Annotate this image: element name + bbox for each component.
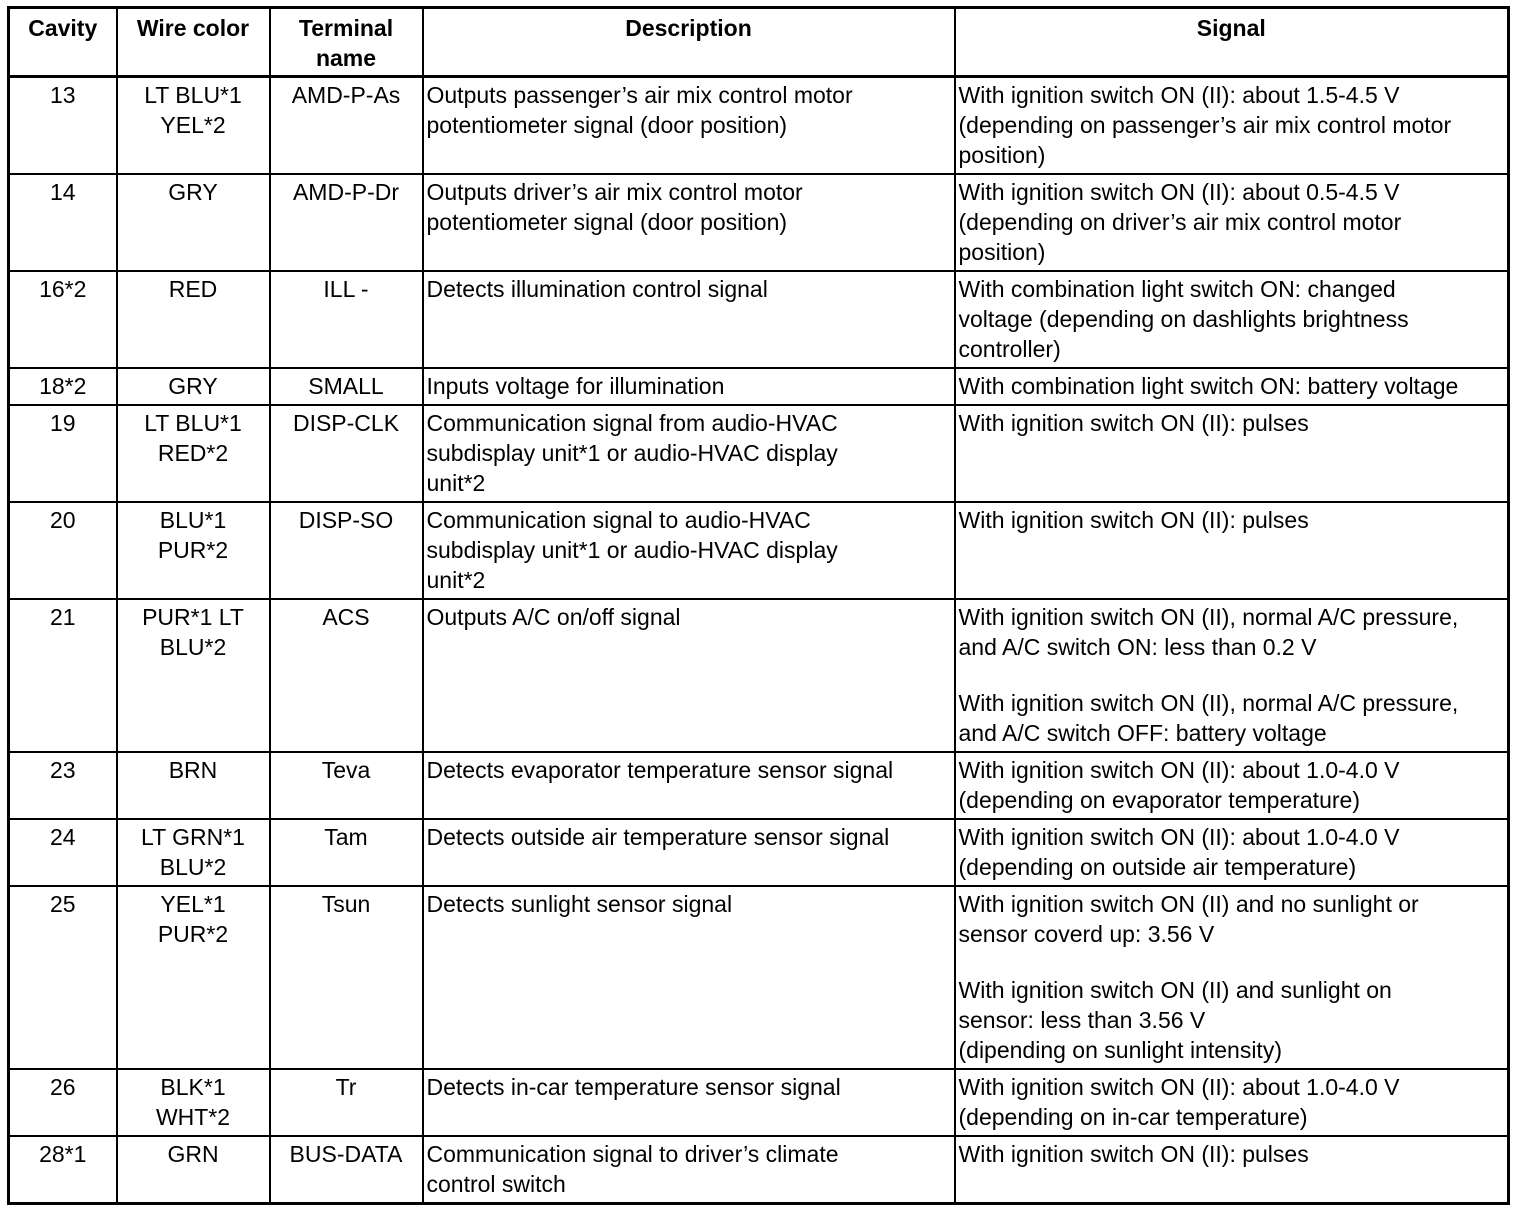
description-cell	[423, 1069, 955, 1136]
table-row	[9, 752, 1509, 819]
signal-cell	[955, 1136, 1509, 1204]
wire-color-line: PUR*1 LT	[142, 604, 244, 630]
signal-paragraph	[959, 371, 1505, 401]
signal-paragraph	[959, 274, 1505, 364]
cavity-cell: 16*2	[9, 271, 117, 368]
description-line: subdisplay unit*1 or audio-HVAC display	[426, 537, 838, 563]
table-row	[9, 502, 1509, 599]
description-line: Communication signal to audio-HVAC	[426, 507, 811, 533]
description-cell	[423, 502, 955, 599]
signal-line: With ignition switch ON (II): about 1.0-4.0 V	[958, 824, 1400, 850]
signal-line: position)	[958, 142, 1046, 168]
signal-cell	[955, 1069, 1509, 1136]
cavity-cell: 28*1	[9, 1136, 117, 1204]
signal-paragraph	[959, 889, 1505, 949]
wire-color-line: PUR*2	[157, 921, 229, 947]
signal-paragraph	[959, 755, 1505, 815]
terminal-name-cell: AMD-P-As	[270, 77, 423, 175]
description-cell	[423, 174, 955, 271]
table-row	[9, 599, 1509, 752]
cavity-cell: 14	[9, 174, 117, 271]
signal-cell	[955, 405, 1509, 502]
signal-paragraph	[959, 1139, 1505, 1169]
wire-color-line: BLU*1	[159, 507, 227, 533]
signal-line: With ignition switch ON (II): pulses	[958, 1141, 1309, 1167]
signal-line: voltage (depending on dashlights brightness	[958, 306, 1409, 332]
signal-line: With ignition switch ON (II): about 1.5-4.5 V	[958, 82, 1400, 108]
signal-line: With ignition switch ON (II): about 1.0-4.0 V	[958, 757, 1400, 783]
terminal-name-cell: ACS	[270, 599, 423, 752]
header-cavity: Cavity	[9, 8, 117, 77]
description-line: Outputs driver’s air mix control motor	[426, 179, 803, 205]
cavity-cell: 13	[9, 77, 117, 175]
signal-line: (depending on outside air temperature)	[958, 854, 1357, 880]
signal-paragraph	[959, 505, 1505, 535]
wire-color-line: GRY	[168, 373, 218, 399]
description-cell	[423, 77, 955, 175]
wire-color-cell	[117, 271, 270, 368]
table-row	[9, 1136, 1509, 1204]
signal-line: With combination light switch ON: changed	[958, 276, 1396, 302]
signal-line: With ignition switch ON (II) and sunlight on	[958, 977, 1392, 1003]
wire-color-cell	[117, 77, 270, 175]
description-line: unit*2	[426, 470, 486, 496]
cavity-cell: 18*2	[9, 368, 117, 405]
signal-paragraph	[959, 602, 1505, 662]
wire-color-line: YEL*2	[160, 112, 226, 138]
cavity-cell: 23	[9, 752, 117, 819]
signal-line: (depending on evaporator temperature)	[958, 787, 1360, 813]
wire-color-line: RED*2	[157, 440, 229, 466]
terminal-name-cell: ILL -	[270, 271, 423, 368]
table-row	[9, 174, 1509, 271]
wire-color-line: LT GRN*1	[141, 824, 245, 850]
wire-color-line: WHT*2	[155, 1104, 231, 1130]
signal-cell	[955, 819, 1509, 886]
signal-line: With combination light switch ON: battery voltage	[958, 373, 1459, 399]
signal-paragraph	[959, 408, 1505, 438]
description-cell	[423, 271, 955, 368]
description-line: Detects in-car temperature sensor signal	[426, 1074, 841, 1100]
cavity-cell: 20	[9, 502, 117, 599]
signal-line: With ignition switch ON (II) and no sunlight or	[958, 891, 1419, 917]
signal-line: position)	[958, 239, 1046, 265]
terminal-name-cell: Teva	[270, 752, 423, 819]
description-line: Detects illumination control signal	[426, 276, 768, 302]
description-line: control switch	[426, 1171, 566, 1197]
signal-paragraph	[959, 975, 1505, 1065]
wire-color-line: GRY	[168, 179, 218, 205]
wire-color-line: BLU*2	[159, 854, 227, 880]
header-signal: Signal	[955, 8, 1509, 77]
wire-color-cell	[117, 174, 270, 271]
signal-line: With ignition switch ON (II): about 0.5-4.5 V	[958, 179, 1400, 205]
description-line: Inputs voltage for illumination	[426, 373, 725, 399]
signal-line: (depending on passenger’s air mix control motor	[958, 112, 1452, 138]
terminal-name-cell: AMD-P-Dr	[270, 174, 423, 271]
signal-line: With ignition switch ON (II): about 1.0-4.0 V	[958, 1074, 1400, 1100]
wire-color-cell	[117, 1069, 270, 1136]
signal-paragraph	[959, 822, 1505, 882]
signal-line: With ignition switch ON (II): pulses	[958, 507, 1309, 533]
terminal-table	[7, 6, 1510, 1205]
signal-cell	[955, 271, 1509, 368]
wire-color-line: RED	[168, 276, 218, 302]
wire-color-cell	[117, 502, 270, 599]
terminal-name-cell: SMALL	[270, 368, 423, 405]
table-row	[9, 271, 1509, 368]
wire-color-cell	[117, 405, 270, 502]
description-cell	[423, 368, 955, 405]
table-row	[9, 77, 1509, 175]
signal-line: With ignition switch ON (II): pulses	[958, 410, 1309, 436]
description-line: Outputs A/C on/off signal	[426, 604, 681, 630]
signal-line: sensor: less than 3.56 V	[958, 1007, 1206, 1033]
description-line: Detects outside air temperature sensor signal	[426, 824, 890, 850]
wire-color-line: YEL*1	[160, 891, 226, 917]
table-body	[9, 77, 1509, 1204]
description-cell	[423, 819, 955, 886]
table-row	[9, 405, 1509, 502]
cavity-cell: 25	[9, 886, 117, 1069]
cavity-cell: 21	[9, 599, 117, 752]
cavity-cell: 24	[9, 819, 117, 886]
wire-color-cell	[117, 1136, 270, 1204]
signal-cell	[955, 599, 1509, 752]
header-wire-color: Wire color	[117, 8, 270, 77]
header-row	[9, 8, 1509, 77]
wire-color-line: LT BLU*1	[144, 82, 242, 108]
signal-cell	[955, 502, 1509, 599]
description-line: Outputs passenger’s air mix control motor	[426, 82, 853, 108]
wire-color-line: LT BLU*1	[144, 410, 242, 436]
wire-color-cell	[117, 599, 270, 752]
wire-color-line: PUR*2	[157, 537, 229, 563]
description-line: Communication signal from audio-HVAC	[426, 410, 838, 436]
signal-line: (depending on in-car temperature)	[958, 1104, 1308, 1130]
cavity-cell: 19	[9, 405, 117, 502]
signal-line: sensor coverd up: 3.56 V	[958, 921, 1215, 947]
description-line: Detects evaporator temperature sensor signal	[426, 757, 894, 783]
terminal-name-cell: Tam	[270, 819, 423, 886]
signal-line: With ignition switch ON (II), normal A/C pressure,	[958, 690, 1459, 716]
description-line: potentiometer signal (door position)	[426, 112, 788, 138]
table-row	[9, 1069, 1509, 1136]
header-terminal-name: Terminal name	[270, 8, 423, 77]
table-row	[9, 368, 1509, 405]
terminal-table-container	[7, 6, 1510, 1205]
wire-color-line: BRN	[168, 757, 218, 783]
terminal-name-cell: Tsun	[270, 886, 423, 1069]
wire-color-line: BLK*1	[160, 1074, 226, 1100]
wire-color-line: BLU*2	[159, 634, 227, 660]
wire-color-cell	[117, 886, 270, 1069]
header-description: Description	[423, 8, 955, 77]
wire-color-line: GRN	[167, 1141, 219, 1167]
description-cell	[423, 752, 955, 819]
terminal-name-cell: Tr	[270, 1069, 423, 1136]
description-line: unit*2	[426, 567, 486, 593]
cavity-cell: 26	[9, 1069, 117, 1136]
signal-line: and A/C switch OFF: battery voltage	[958, 720, 1327, 746]
description-cell	[423, 405, 955, 502]
signal-cell	[955, 886, 1509, 1069]
wire-color-cell	[117, 368, 270, 405]
signal-paragraph	[959, 1072, 1505, 1132]
description-line: subdisplay unit*1 or audio-HVAC display	[426, 440, 838, 466]
terminal-name-cell: BUS-DATA	[270, 1136, 423, 1204]
terminal-name-cell: DISP-SO	[270, 502, 423, 599]
signal-paragraph	[959, 177, 1505, 267]
table-row	[9, 819, 1509, 886]
description-cell	[423, 886, 955, 1069]
signal-cell	[955, 752, 1509, 819]
signal-cell	[955, 368, 1509, 405]
table-row	[9, 886, 1509, 1069]
description-line: Communication signal to driver’s climate	[426, 1141, 839, 1167]
signal-line: (depending on driver’s air mix control motor	[958, 209, 1402, 235]
wire-color-cell	[117, 752, 270, 819]
signal-line: and A/C switch ON: less than 0.2 V	[958, 634, 1317, 660]
signal-line: controller)	[958, 336, 1061, 362]
description-cell	[423, 1136, 955, 1204]
description-cell	[423, 599, 955, 752]
description-line: potentiometer signal (door position)	[426, 209, 788, 235]
signal-line: (dipending on sunlight intensity)	[958, 1037, 1282, 1063]
signal-cell	[955, 77, 1509, 175]
signal-paragraph	[959, 688, 1505, 748]
signal-paragraph	[959, 80, 1505, 170]
signal-cell	[955, 174, 1509, 271]
signal-line: With ignition switch ON (II), normal A/C pressure,	[958, 604, 1459, 630]
wire-color-cell	[117, 819, 270, 886]
description-line: Detects sunlight sensor signal	[426, 891, 733, 917]
terminal-name-cell: DISP-CLK	[270, 405, 423, 502]
